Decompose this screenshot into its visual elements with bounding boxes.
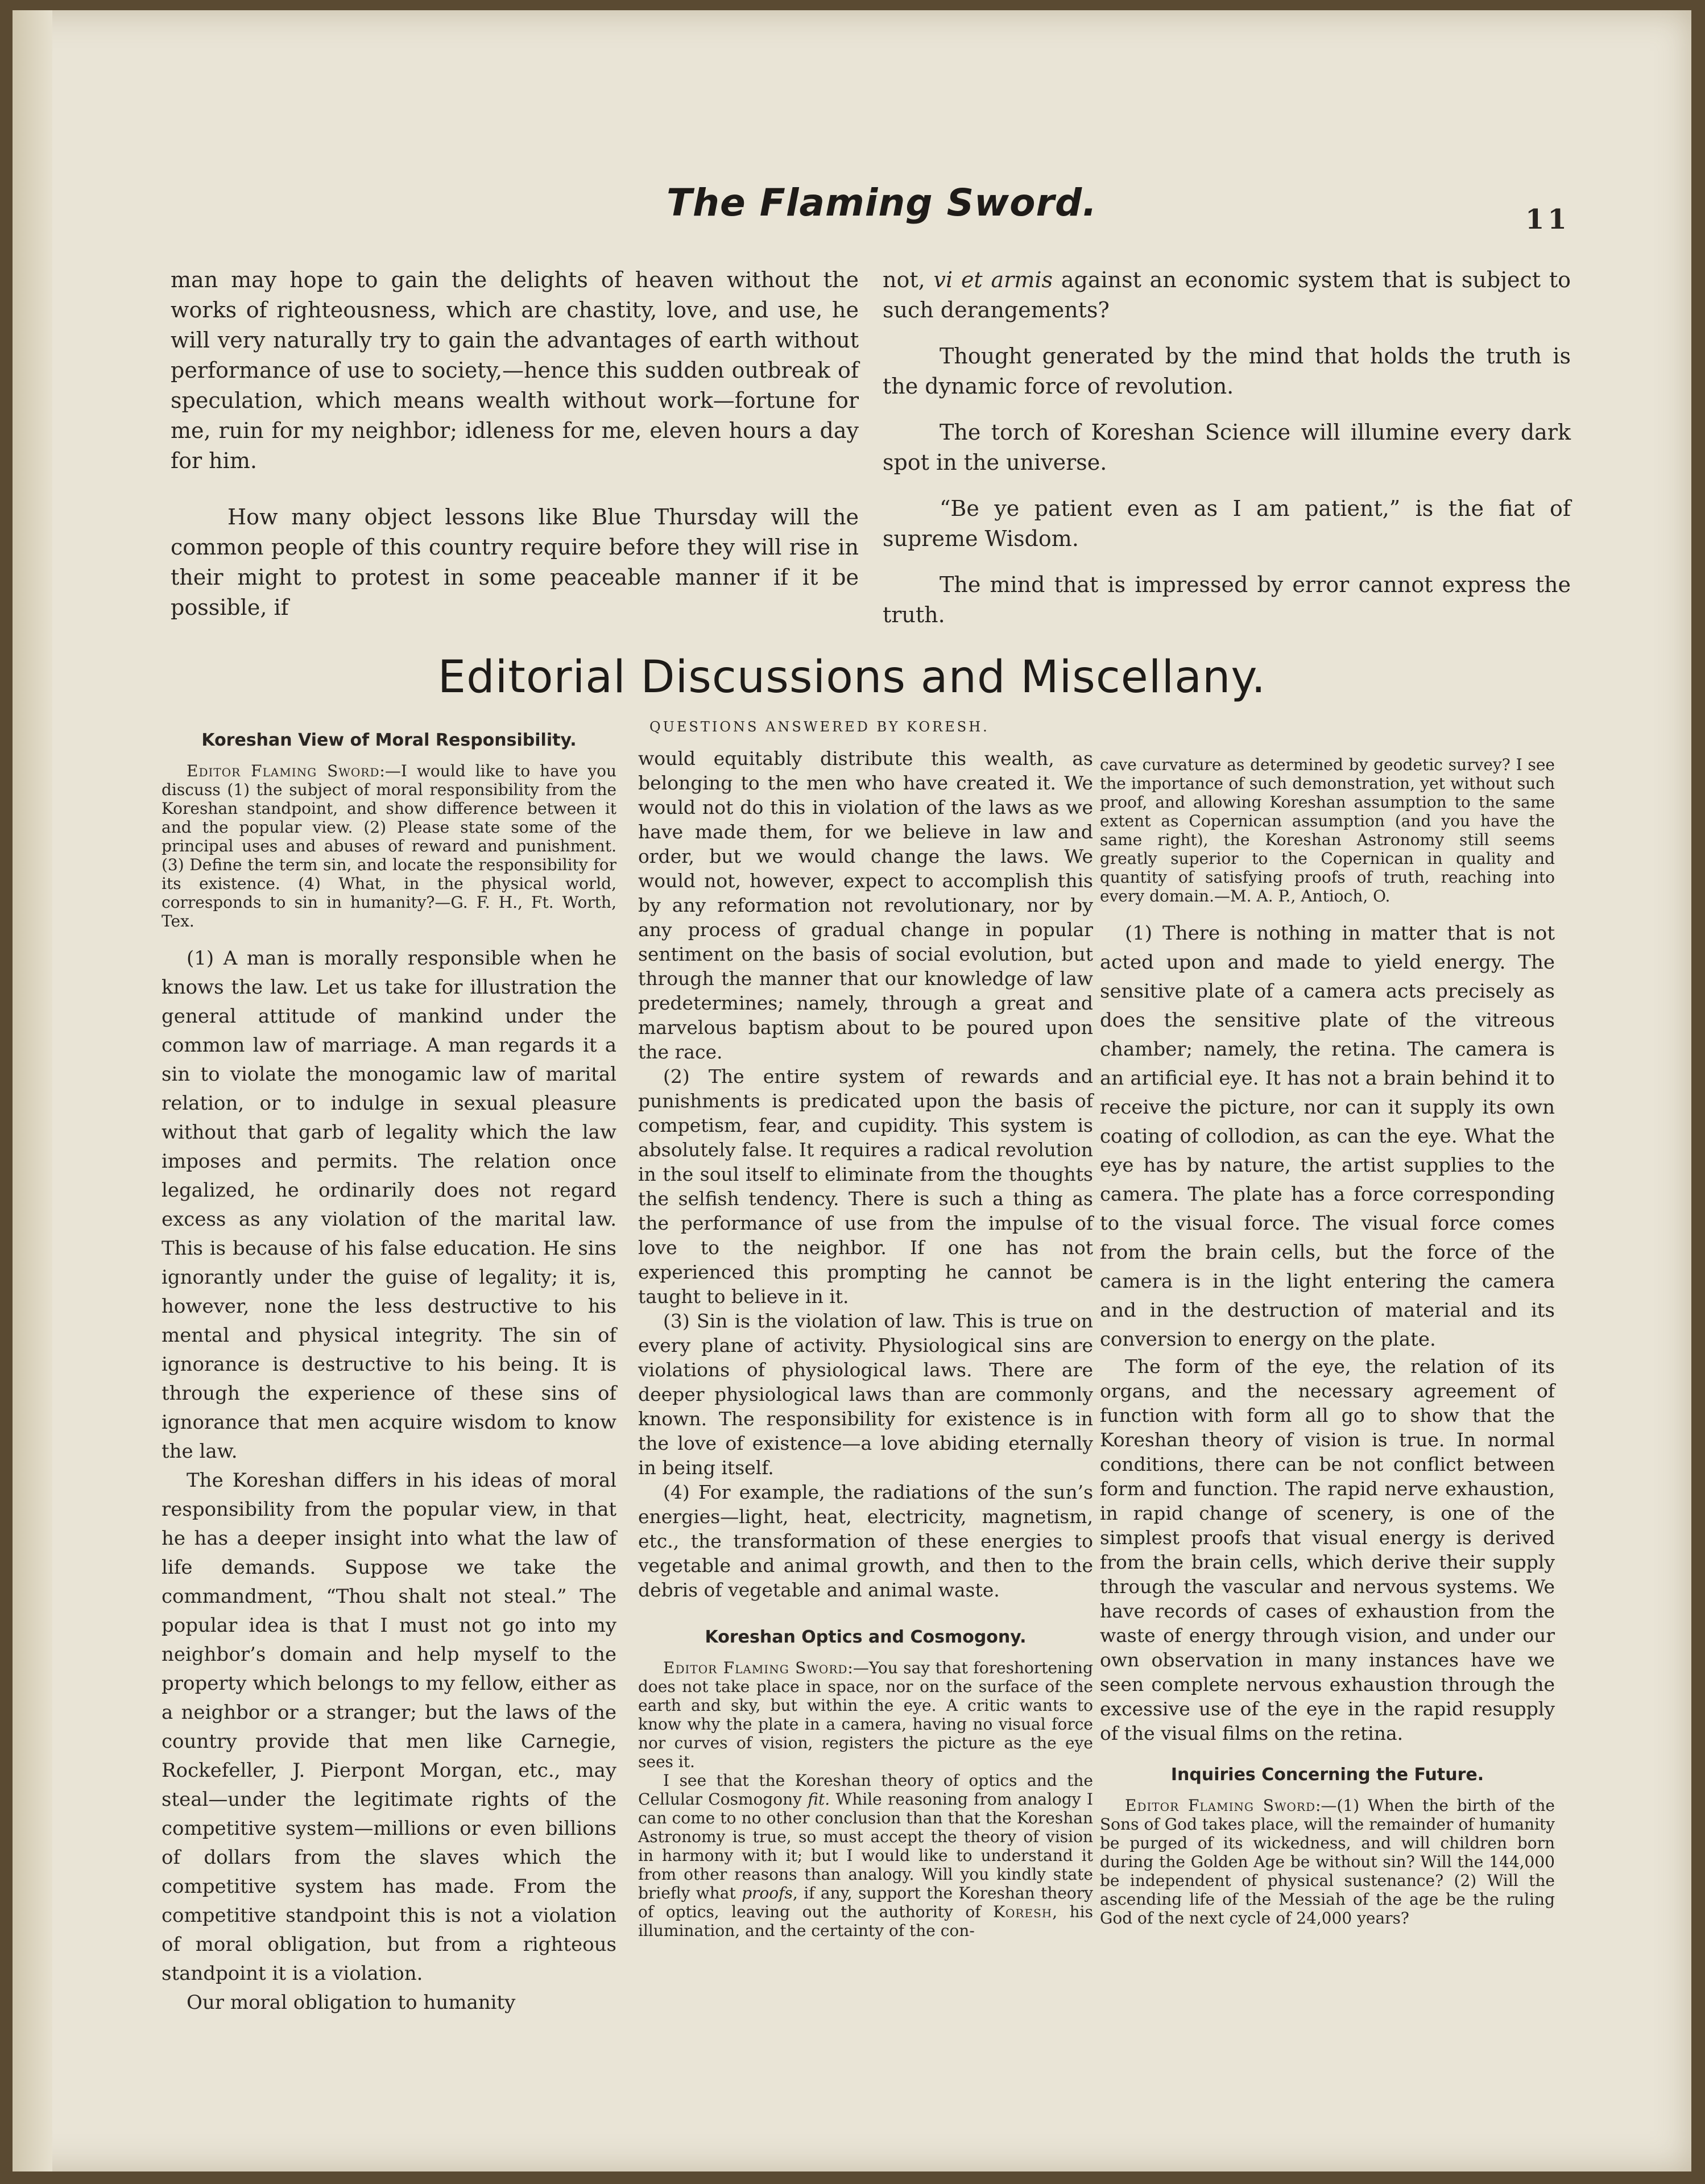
page (13, 10, 1691, 2171)
running-title: The Flaming Sword. (667, 181, 1098, 225)
paragraph: would equitably distribute this wealth, as belonging to the men who have created it. We would not do this in violation of the laws as we have made them, for we believe in law and order, but we would change the laws. We would not, however, expect to accomplish this by any reformation not revolutionary, nor by any process of gradual change in popular sentiment on the basis of social evolution, but through the manner that our knowledge of law predetermines; namely, through a great and marvelous baptism about to be poured upon the race. (638, 747, 1093, 1063)
paragraph: not, vi et armis against an economic system that is subject to such derangements? (883, 267, 1571, 322)
paragraph: The torch of Koreshan Science will illumine every dark spot in the universe. (883, 420, 1571, 475)
top-right-column (883, 265, 1571, 646)
question-continued: cave curvature as determined by geodetic survey? I see the importance of such demonstration, yet without such proof, and allowing Koreshan assumption to the same extent as Copernican assumption (and you have the same right), the Koreshan Astronomy still seems greatly superior to the Copernican in quality and quantity of satisfying proofs of truth, reaching into every domain.—M. A. P., Antioch, O. (1100, 755, 1555, 905)
paragraph: (3) Sin is the violation of law. This is true on every plane of activity. Physiological sins are violations of physiological laws. There are deeper physiological laws than are commonly known. The responsibility for existence is in the love of existence—a love abiding eternally in being itself. (638, 1310, 1093, 1479)
section-title: Editorial Discussions and Miscellany. (437, 652, 1267, 703)
paragraph: “Be ye patient even as I am patient,” is the fiat of supreme Wisdom. (883, 496, 1571, 551)
paragraph: How many object lessons like Blue Thursday will the common people of this country require before they will rise in their might to protest in some peaceable manner if it be possible, if (171, 504, 859, 620)
paragraph: (4) For example, the radiations of the sun’s energies—light, heat, electricity, magnetism, etc., the transformation of these energies to vegetable and animal growth, and then to the debris of vegetable and animal waste. (638, 1481, 1093, 1601)
question: Editor Flaming Sword:—I would like to have you discuss (1) the subject of moral responsibility from the Koreshan standpoint, and show difference between it and the popular view. (2) Please state some of the principal uses and abuses of reward and punishment. (3) Define the term sin, and locate the responsibility for its existence. (4) What, in the physical world, corresponds to sin in humanity?—G. F. H., Ft. Worth, Tex. (162, 762, 616, 930)
question: I see that the Koreshan theory of optics and the Cellular Cosmogony fit. While reasoning from analogy I can come to no other conclusion than that the Koreshan Astronomy is true, so must accept the theory of vision in harmony with it; but I would like to understand it from other reasons than analogy. Will you kindly state briefly what proofs, if any, support the Koreshan theory of optics, leaving out the authority of Koresh, his illumination, and the certainty of the con- (638, 1771, 1093, 1940)
paragraph: Thought generated by the mind that holds the truth is the dynamic force of revolution. (883, 344, 1571, 399)
column-1 (162, 728, 616, 2017)
paragraph: The mind that is impressed by error cannot express the truth. (883, 572, 1571, 627)
question: Editor Flaming Sword:—(1) When the birth of the Sons of God takes place, will the remainder of humanity be purged of its wickedness, and will children born during the Golden Age be without sin? Will the 144,000 be independent of physical sustenance? (2) Will the ascending life of the Messiah of the age be the ruling God of the next cycle of 24,000 years? (1100, 1796, 1555, 1927)
answer-paragraph: (1) There is nothing in matter that is not acted upon and made to yield energy. The sensitive plate of a camera acts precisely as does the sensitive plate of the vitreous chamber; namely, the retina. The camera is an artificial eye. It has not a brain behind it to receive the picture, nor can it supply its own coating of collodion, as can the eye. What the eye has by nature, the artist supplies to the camera. The plate has a force corresponding to the visual force. The visual force comes from the brain cells, but the force of the camera is in the light entering the camera and in the destruction of material and its conversion to energy on the plate. (1100, 922, 1555, 1351)
answer-paragraph: The Koreshan differs in his ideas of moral responsibility from the popular view, in that he has a deeper insight into what the law of life demands. Suppose we take the commandment, “Thou shalt not steal.” The popular idea is that I must not go into my neighbor’s domain and help myself to the property which belongs to my fellow, either as a neighbor or a stranger; but the laws of the country provide that men like Carnegie, Rockefeller, J. Pierpont Morgan, etc., may steal—under the legitimate rights of the competitive system—millions or even billions of dollars from the slaves which the competitive system has made. From the competitive standpoint this is not a violation of moral obligation, but from a righteous standpoint it is a violation. (162, 1469, 616, 1985)
top-left-column (171, 265, 859, 649)
column-2 (638, 746, 1093, 1940)
answer-paragraph: (1) A man is morally responsible when he knows the law. Let us take for illustration the general attitude of mankind under the common law of marriage. A man regards it a sin to violate the monogamic law of marital relation, or to indulge in sexual pleasure without that garb of legality which the law imposes and permits. The relation once legalized, he ordinarily does not regard excess as any violation of the marital law. This is because of his false education. He sins ignorantly under the guise of legality; it is, however, none the less destructive to his mental and physical integrity. The sin of ignorance is destructive to his being. It is through the experience of these sins of ignorance that men acquire wisdom to know the law. (162, 947, 616, 1463)
answer-paragraph: Our moral obligation to humanity (187, 1991, 516, 2014)
article-heading: Koreshan View of Moral Responsibility. (201, 730, 577, 750)
column-3 (1100, 755, 1555, 1927)
answer-paragraph: The form of the eye, the relation of its organs, and the necessary agreement of function with form all go to show that the Koreshan theory of vision is true. In normal conditions, there can be not conflict between form and function. The rapid nerve exhaustion, in rapid change of scenery, is one of the simplest proofs that visual energy is derived from the brain cells, which derive their supply through the vascular and nervous systems. We have records of cases of exhaustion from the waste of energy through vision, and under our own observation in many instances have we seen complete nervous exhaustion through the excessive use of the eye in the rapid resupply of the visual films on the retina. (1100, 1355, 1555, 1744)
binding-gutter (13, 10, 52, 2171)
question: Editor Flaming Sword:—You say that foreshortening does not take place in space, nor on the surface of the earth and sky, but within the eye. A critic wants to know why the plate in a camera, having no visual force nor curves of vision, registers the picture as the eye sees it. (638, 1658, 1093, 1771)
paragraph: (2) The entire system of rewards and punishments is predicated upon the basis of competism, fear, and cupidity. This system is absolutely false. It requires a radical revolution in the soul itself to eliminate from the thoughts the selfish tendency. There is such a thing as the performance of use from the impulse of love to the neighbor. If one has not experienced this prompting he cannot be taught to believe in it. (638, 1065, 1093, 1308)
article-heading: Inquiries Concerning the Future. (1170, 1765, 1484, 1785)
paragraph: man may hope to gain the delights of heaven without the works of righteousness, which are chastity, love, and use, he will very naturally try to gain the advantages of earth without performance of use to society,—hence this sudden outbreak of speculation, which means wealth without work—fortune for me, ruin for my neighbor; idleness for me, eleven hours a day for him. (171, 267, 859, 473)
article-heading: Koreshan Optics and Cosmogony. (705, 1627, 1027, 1647)
page-number: 11 (1525, 204, 1570, 235)
section-subtitle: QUESTIONS ANSWERED BY KORESH. (649, 719, 990, 735)
